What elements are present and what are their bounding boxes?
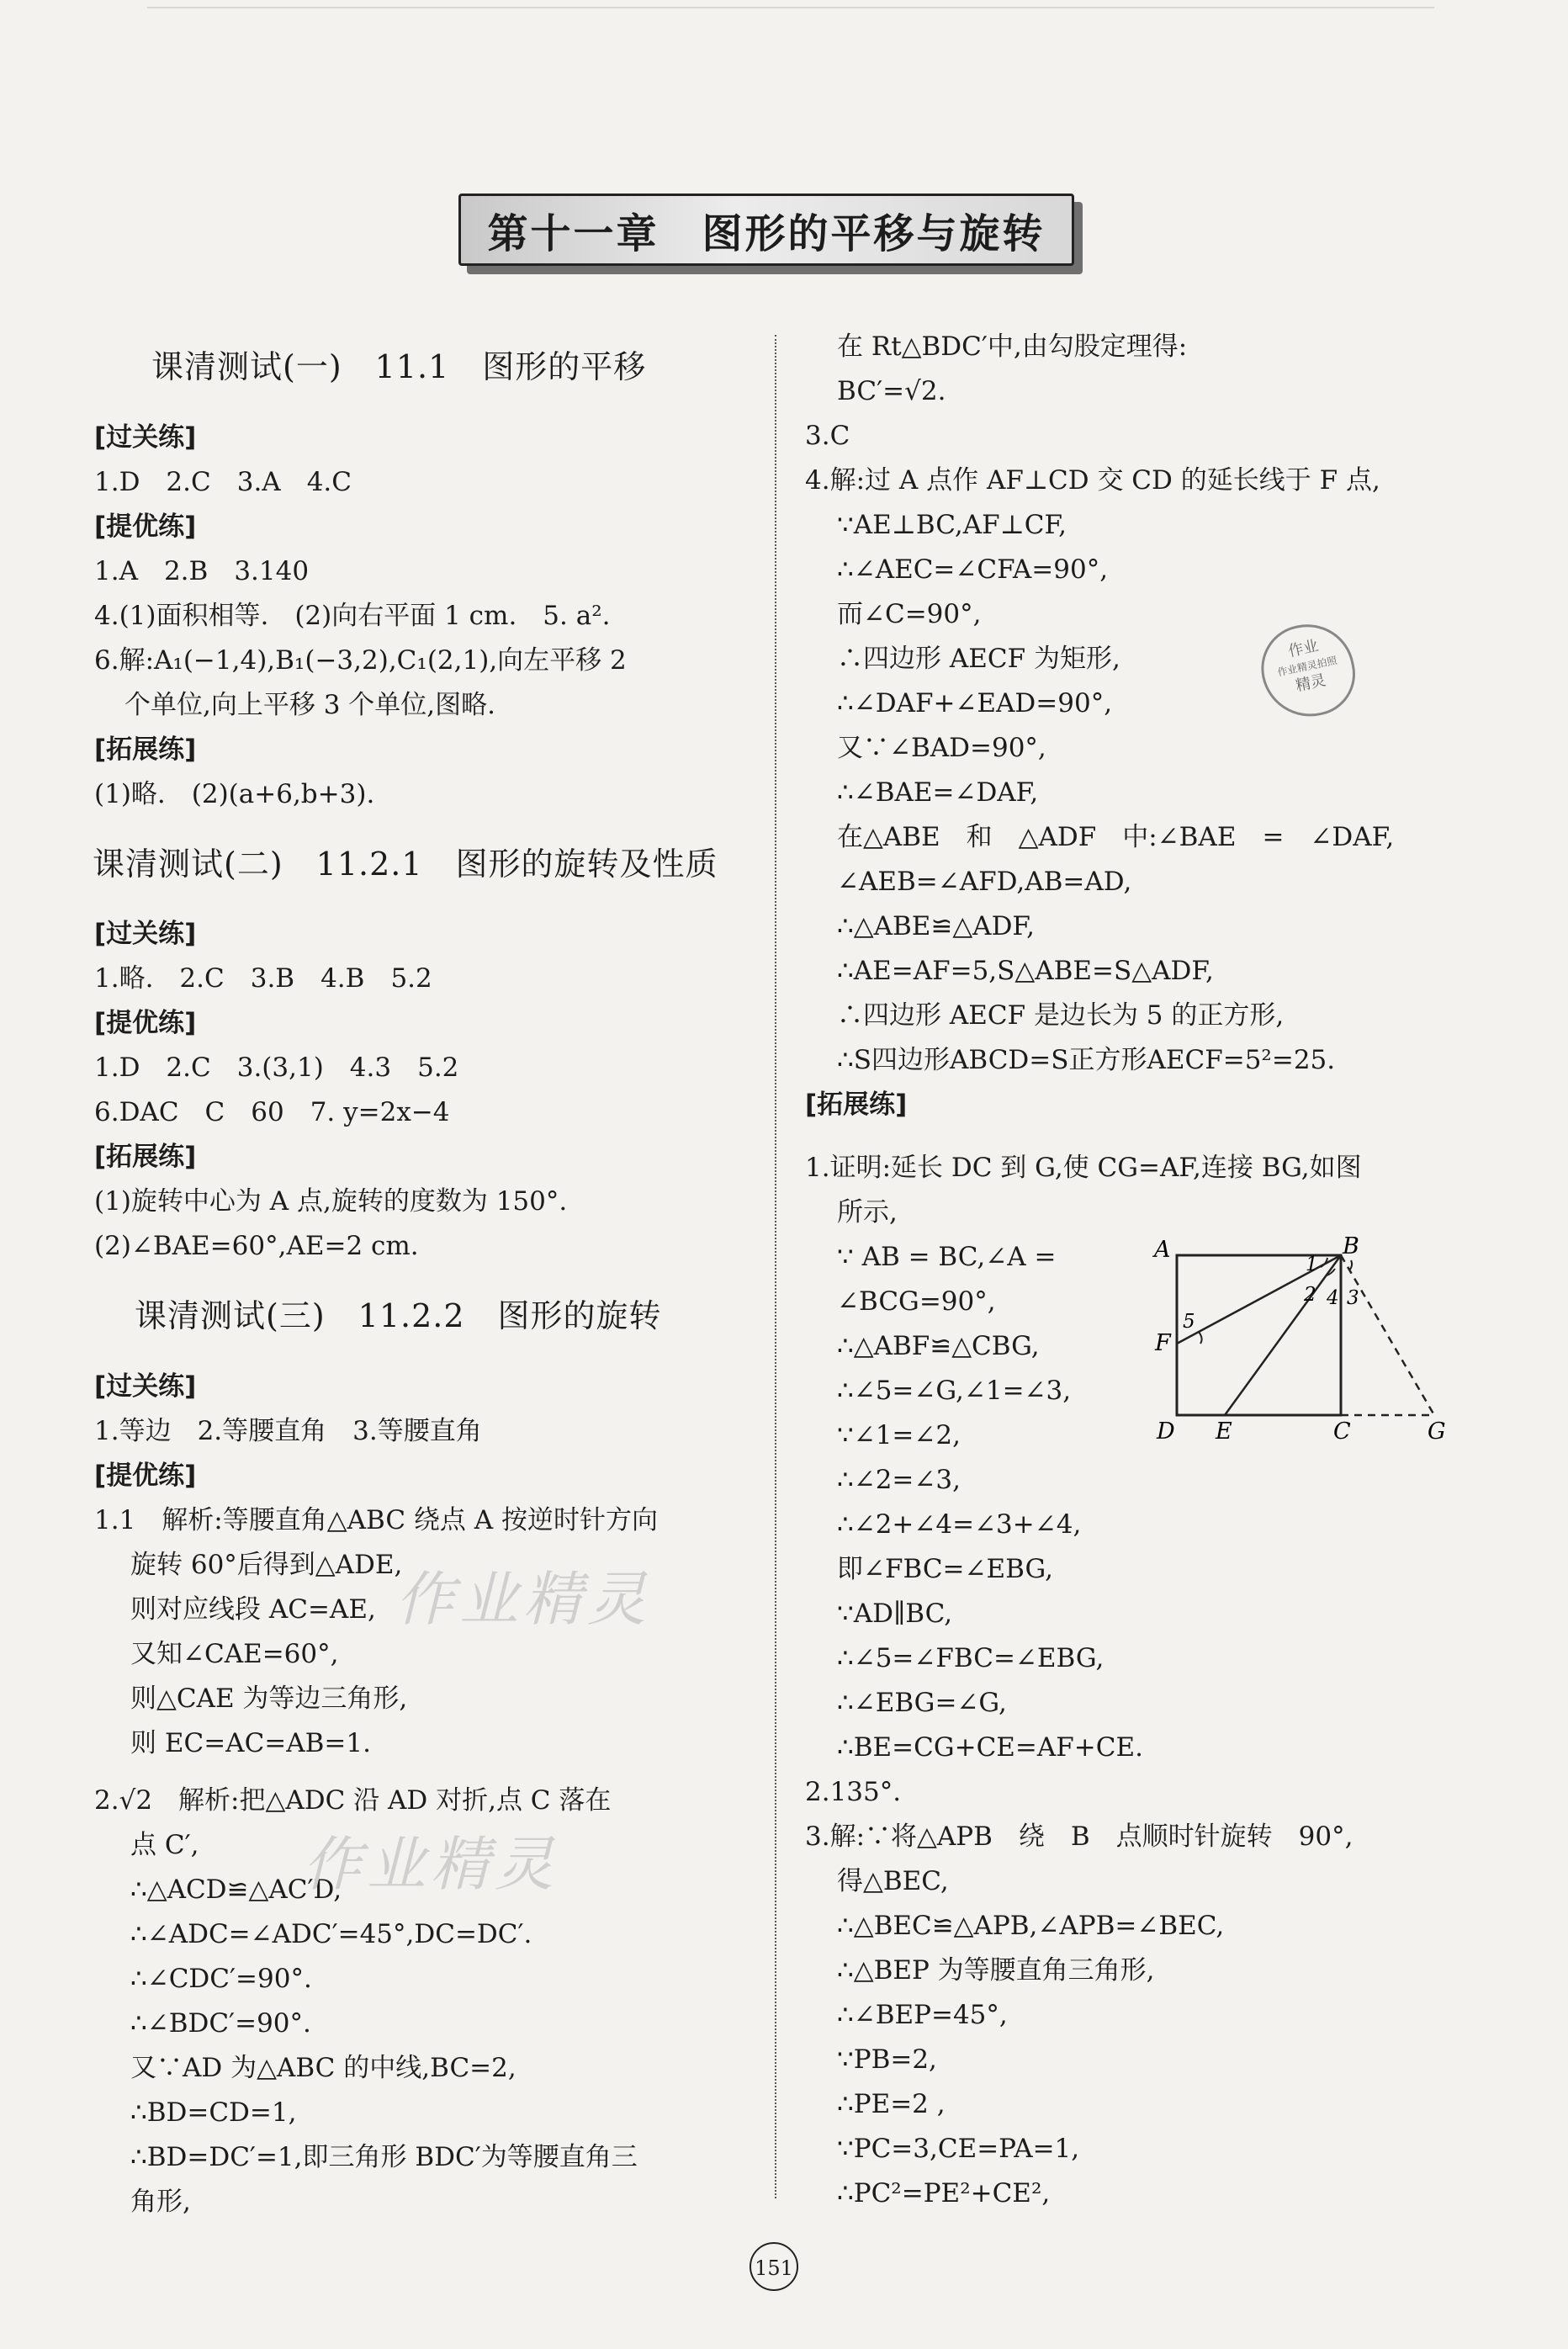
answer-line: 又∵∠BAD=90°, <box>837 733 1046 763</box>
label-tuozhan-1: [拓展练] <box>94 734 197 765</box>
answer-line: ∴∠ADC=∠ADC′=45°,DC=DC′. <box>130 1919 532 1949</box>
stamp-text: 作业精灵拍照 <box>1276 654 1338 679</box>
angle-label-3: 3 <box>1347 1287 1359 1309</box>
answer-line: 1.1 解析:等腰直角△ABC 绕点 A 按逆时针方向 <box>94 1505 658 1535</box>
answer-line: ∴∠BDC′=90°. <box>130 2008 311 2039</box>
answer-line: 4.(1)面积相等. (2)向右平面 1 cm. 5. a². <box>94 601 611 631</box>
watermark: 作业精灵 <box>395 1565 651 1634</box>
answer-line: 3.解:∵将△APB 绕 B 点顺时针旋转 90°, <box>805 1821 1353 1852</box>
answer-line: 2.135°. <box>805 1777 902 1807</box>
answer-line: ∴PC²=PE²+CE², <box>837 2178 1051 2208</box>
answer-line: ∴BE=CG+CE=AF+CE. <box>837 1732 1143 1763</box>
answer-line: 个单位,向上平移 3 个单位,图略. <box>124 690 495 720</box>
answer-line: 旋转 60°后得到△ADE, <box>130 1550 403 1580</box>
angle-label-1: 1 <box>1306 1254 1318 1275</box>
answer-line: 1.D 2.C 3.(3,1) 4.3 5.2 <box>94 1053 459 1083</box>
label-tiyou-1: [提优练] <box>94 512 197 542</box>
segment-bg <box>1341 1255 1434 1415</box>
answer-line: ∴S四边形ABCD=S正方形AECF=5²=25. <box>837 1045 1336 1075</box>
answer-line: 1.证明:延长 DC 到 G,使 CG=AF,连接 BG,如图 <box>805 1153 1362 1183</box>
label-tiyou-2: [提优练] <box>94 1008 197 1038</box>
answer-line: ∴∠EBG=∠G, <box>837 1688 1007 1718</box>
answer-line: ∴△ABE≌△ADF, <box>837 911 1035 941</box>
answer-line: ∴BD=CD=1, <box>130 2097 297 2128</box>
stamp-text: 精灵 <box>1294 671 1328 696</box>
answer-line: (1)略. (2)(a+6,b+3). <box>94 779 375 809</box>
answer-line: ∴四边形 AECF 为矩形, <box>837 644 1120 674</box>
answer-line: ∵PB=2, <box>837 2044 937 2075</box>
answer-line: ∴PE=2 , <box>837 2089 946 2119</box>
answer-line: ∴∠AEC=∠CFA=90°, <box>837 554 1109 585</box>
answer-line: ∴△ABF≌△CBG, <box>837 1331 1040 1361</box>
answer-line: ∴∠5=∠G,∠1=∠3, <box>837 1376 1072 1406</box>
answer-line: ∵AD∥BC, <box>837 1599 953 1629</box>
label-guoguan-3: [过关练] <box>94 1371 197 1402</box>
segment-be <box>1225 1255 1341 1415</box>
watermark: 作业精灵 <box>303 1830 559 1899</box>
answer-line: 3.C <box>805 421 850 451</box>
answer-line: 又知∠CAE=60°, <box>130 1639 339 1669</box>
answer-line: 在 Rt△BDC′中,由勾股定理得: <box>837 331 1188 362</box>
answer-line: ∴△ACD≌△AC′D, <box>130 1874 342 1905</box>
point-label-e: E <box>1216 1418 1232 1443</box>
answer-line: 所示, <box>837 1197 898 1228</box>
answer-line: BC′=√2. <box>837 376 946 406</box>
answer-line: 得△BEC, <box>837 1866 949 1896</box>
answer-line: (1)旋转中心为 A 点,旋转的度数为 150°. <box>94 1186 568 1217</box>
point-label-d: D <box>1157 1418 1175 1443</box>
answer-line: ∴△BEC≌△APB,∠APB=∠BEC, <box>837 1911 1225 1941</box>
chapter-title: 第十一章 图形的平移与旋转 <box>458 194 1074 266</box>
answer-line: ∴∠2=∠3, <box>837 1465 961 1495</box>
answer-line: ∵ AB = BC,∠A = <box>837 1242 1057 1272</box>
section-title-2: 课清测试(二) 11.2.1 图形的旋转及性质 <box>93 846 718 883</box>
answer-line: 1.D 2.C 3.A 4.C <box>94 467 352 497</box>
answer-line: 又∵AD 为△ABC 的中线,BC=2, <box>130 2053 516 2083</box>
answer-line: 即∠FBC=∠EBG, <box>837 1554 1054 1584</box>
answer-line: ∴∠5=∠FBC=∠EBG, <box>837 1643 1104 1673</box>
answer-line: ∴∠BEP=45°, <box>837 2000 1008 2030</box>
point-label-g: G <box>1428 1418 1446 1443</box>
column-divider <box>775 335 776 2198</box>
stamp-text: 作业 <box>1286 637 1321 661</box>
answer-line: ∴四边形 AECF 是边长为 5 的正方形, <box>837 1000 1285 1031</box>
angle-label-5: 5 <box>1183 1311 1195 1333</box>
label-guoguan-1: [过关练] <box>94 422 197 453</box>
answer-line: 角形, <box>130 2187 191 2217</box>
answer-line: 1.A 2.B 3.140 <box>94 556 310 586</box>
top-rule <box>147 7 1434 8</box>
answer-line: (2)∠BAE=60°,AE=2 cm. <box>94 1231 419 1261</box>
answer-line: 6.DAC C 60 7. y=2x−4 <box>94 1097 450 1127</box>
page-number: 151 <box>750 2242 798 2291</box>
answer-line: 在△ABE 和 △ADF 中:∠BAE = ∠DAF, <box>837 822 1395 852</box>
answer-line: 点 C′, <box>130 1830 199 1860</box>
answer-line: 则对应线段 AC=AE, <box>130 1594 376 1625</box>
answer-line: ∴∠2+∠4=∠3+∠4, <box>837 1509 1082 1540</box>
label-guoguan-2: [过关练] <box>94 919 197 949</box>
section-title-1: 课清测试(一) 11.1 图形的平移 <box>151 348 647 385</box>
answer-line: 6.解:A₁(−1,4),B₁(−3,2),C₁(2,1),向左平移 2 <box>94 645 627 676</box>
answer-line: 4.解:过 A 点作 AF⊥CD 交 CD 的延长线于 F 点, <box>805 465 1380 496</box>
answer-line: ∵∠1=∠2, <box>837 1420 961 1450</box>
answer-line: ∵AE⊥BC,AF⊥CF, <box>837 510 1067 540</box>
answer-line: ∠AEB=∠AFD,AB=AD, <box>837 867 1132 897</box>
answer-line: ∴AE=AF=5,S△ABE=S△ADF, <box>837 956 1214 986</box>
answer-line: 2.√2 解析:把△ADC 沿 AD 对折,点 C 落在 <box>94 1785 612 1816</box>
answer-line: ∴∠BAE=∠DAF, <box>837 777 1039 808</box>
angle-arc-1 <box>1321 1258 1327 1267</box>
answer-line: 而∠C=90°, <box>837 599 982 629</box>
answer-line: ∴△BEP 为等腰直角三角形, <box>837 1955 1155 1986</box>
point-label-b: B <box>1343 1237 1359 1259</box>
stamp-badge <box>1253 616 1363 725</box>
chapter-header <box>458 194 1085 278</box>
answer-line: 1.等边 2.等腰直角 3.等腰直角 <box>94 1416 482 1446</box>
section-title-3: 课清测试(三) 11.2.2 图形的旋转 <box>135 1297 662 1334</box>
answer-line: 则 EC=AC=AB=1. <box>130 1728 371 1758</box>
label-tuozhan-r: [拓展练] <box>805 1090 908 1120</box>
point-label-f: F <box>1155 1330 1171 1356</box>
angle-arc-5 <box>1199 1332 1202 1344</box>
angle-arc-3 <box>1349 1260 1352 1270</box>
answer-line: ∴BD=DC′=1,即三角形 BDC′为等腰直角三 <box>130 2142 638 2172</box>
answer-line: 则△CAE 为等边三角形, <box>130 1684 408 1714</box>
answer-line: ∴∠CDC′=90°. <box>130 1964 312 1994</box>
point-label-a: A <box>1154 1237 1171 1263</box>
label-tiyou-3: [提优练] <box>94 1461 197 1491</box>
answer-line: ∴∠DAF+∠EAD=90°, <box>837 688 1113 718</box>
answer-line: 1.略. 2.C 3.B 4.B 5.2 <box>94 963 432 994</box>
label-tuozhan-2: [拓展练] <box>94 1142 197 1172</box>
answer-line: ∵PC=3,CE=PA=1, <box>837 2134 1080 2164</box>
answer-line: ∠BCG=90°, <box>837 1286 996 1317</box>
geometry-figure <box>1148 1237 1455 1443</box>
angle-label-2: 2 <box>1304 1284 1316 1306</box>
point-label-c: C <box>1333 1418 1351 1443</box>
angle-label-4: 4 <box>1327 1287 1339 1309</box>
